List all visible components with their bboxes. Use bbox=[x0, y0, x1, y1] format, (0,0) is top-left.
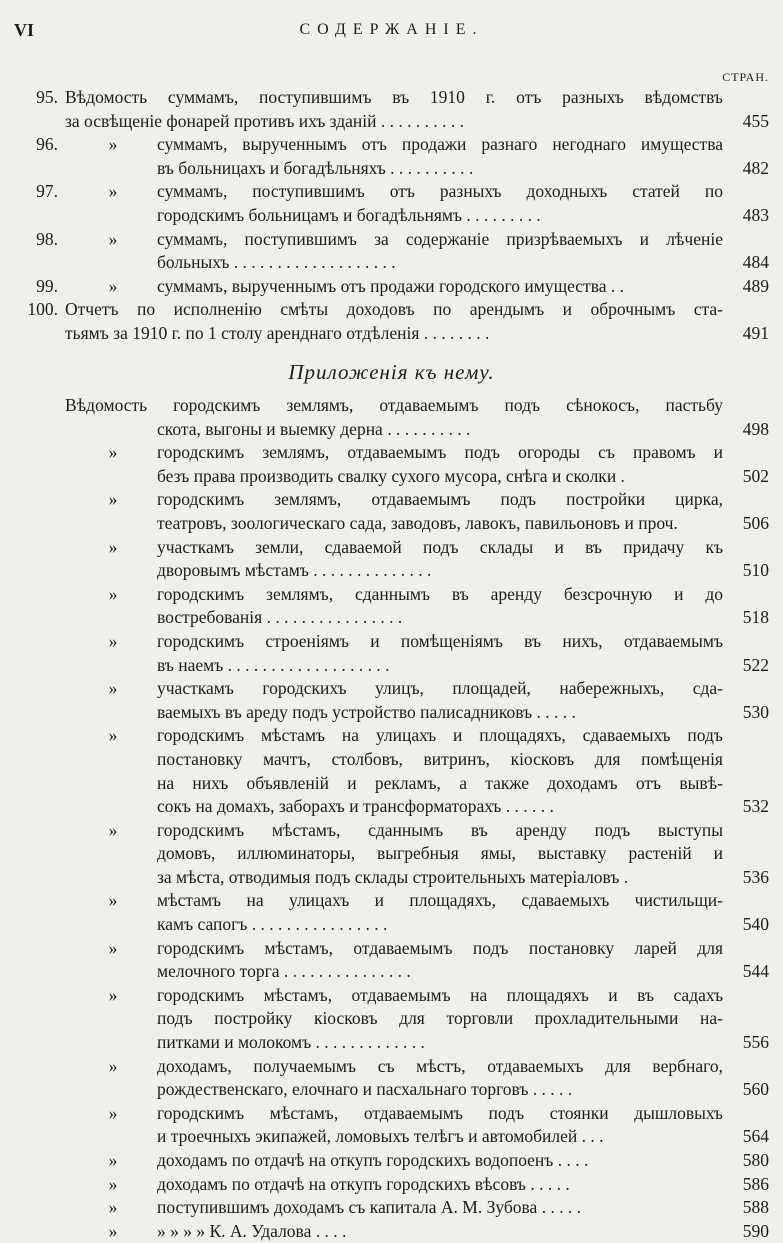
page-ref: 506 bbox=[742, 512, 769, 533]
entry-text: сокъ на домахъ, заборахъ и трансформаторахъ . . . . . . bbox=[157, 796, 554, 817]
ditto-mark: » bbox=[108, 1197, 118, 1218]
entry-text: театровъ, зоологическаго сада, заводовъ, лавокъ, павильоновъ и проч. bbox=[157, 512, 678, 533]
entry-line bbox=[0, 110, 783, 134]
appendix-line bbox=[0, 984, 783, 1008]
appendix-line bbox=[0, 937, 783, 961]
appendix-line bbox=[0, 960, 783, 984]
entry-number: 95. bbox=[36, 87, 58, 107]
ditto-mark: » bbox=[108, 1055, 118, 1076]
entry-line bbox=[0, 86, 783, 110]
entry-text: мелочного торга . . . . . . . . . . . . . . . bbox=[157, 961, 411, 982]
appendix-line bbox=[0, 913, 783, 937]
entry-text: городскимъ мѣстамъ, отдаваемымъ подъ стоянки дышловыхъ bbox=[157, 1102, 723, 1123]
ditto-mark: » bbox=[108, 583, 118, 604]
entry-text: » » » » К. А. Удалова . . . . bbox=[157, 1220, 347, 1241]
appendix-line bbox=[0, 724, 783, 748]
section-title: Приложенiя къ нему. bbox=[288, 360, 495, 384]
entry-text: камъ сапогъ . . . . . . . . . . . . . . . . bbox=[157, 914, 388, 935]
entry-line bbox=[0, 180, 783, 204]
appendix-line bbox=[0, 866, 783, 890]
ditto-mark: » bbox=[108, 890, 118, 911]
entry-line bbox=[0, 275, 783, 299]
appendix-line bbox=[0, 1078, 783, 1102]
page-ref: 544 bbox=[742, 961, 769, 982]
entry-text: рождественскаго, елочнаго и пасхальнаго торговъ . . . . . bbox=[157, 1079, 573, 1100]
entry-text: за освѣщенiе фонарей противъ ихъ зданiй . . . . . . . . . . bbox=[65, 110, 464, 131]
page-title: СОДЕРЖАНIЕ. bbox=[299, 21, 484, 38]
appendix-line bbox=[0, 1125, 783, 1149]
entry-text: мѣстамъ на улицахъ и площадяхъ, сдаваемыхъ чистильщи- bbox=[157, 890, 723, 911]
entry-text: суммамъ, поступившимъ за содержанiе призрѣваемыхъ и лѣченiе bbox=[157, 228, 723, 249]
appendix-line bbox=[0, 701, 783, 725]
page-ref: 498 bbox=[742, 418, 769, 439]
entry-text: больныхъ . . . . . . . . . . . . . . . . . . . bbox=[157, 252, 396, 273]
entry-text: въ наемъ . . . . . . . . . . . . . . . . . . . bbox=[157, 654, 390, 675]
entry-text: подъ постройку кiосковъ для торговли прохладительными на- bbox=[157, 1008, 723, 1029]
entry-text: въ больницахъ и богадѣльняхъ . . . . . . . . . . bbox=[157, 157, 474, 178]
ditto-mark: » bbox=[108, 1150, 118, 1170]
appendix-line bbox=[0, 677, 783, 701]
appendix-line bbox=[0, 795, 783, 819]
entry-text: суммамъ, поступившимъ отъ разныхъ доходныхъ статей по bbox=[157, 181, 723, 202]
entry-text: городскимъ землямъ, отдаваемымъ подъ постройки цирка, bbox=[157, 489, 723, 510]
entry-number: 98. bbox=[36, 228, 58, 249]
appendix-line bbox=[0, 559, 783, 583]
page-ref: 522 bbox=[742, 654, 769, 675]
entry-text: городскимъ мѣстамъ, отдаваемымъ подъ постановку ларей для bbox=[157, 937, 723, 958]
page-ref: 502 bbox=[742, 465, 769, 486]
appendix-line bbox=[0, 1102, 783, 1126]
entry-text: Отчетъ по исполненiю смѣты доходовъ по арендымъ и оброчнымъ ста- bbox=[65, 299, 723, 320]
ditto-mark: » bbox=[108, 984, 118, 1005]
page-ref: 586 bbox=[742, 1173, 769, 1194]
page-column-label: СТРАН. bbox=[722, 70, 769, 84]
page-header bbox=[0, 20, 783, 44]
entry-text: участкамъ земли, сдаваемой подъ склады и въ придачу къ bbox=[157, 536, 723, 557]
appendix-line bbox=[0, 889, 783, 913]
entry-line bbox=[0, 133, 783, 157]
entry-line bbox=[0, 298, 783, 322]
page-ref: 540 bbox=[742, 914, 769, 935]
ditto-mark: » bbox=[108, 228, 118, 249]
entry-line bbox=[0, 204, 783, 228]
entry-text: Вѣдомость городскимъ землямъ, отдаваемымъ подъ сѣнокосъ, пастьбу bbox=[65, 395, 723, 415]
appendix-line bbox=[0, 1149, 783, 1173]
ditto-mark: » bbox=[108, 630, 118, 651]
page-ref: 532 bbox=[742, 796, 769, 817]
ditto-mark: » bbox=[108, 1102, 118, 1123]
page-ref: 484 bbox=[742, 252, 769, 273]
page-ref: 556 bbox=[742, 1032, 769, 1053]
entry-text: за мѣста, отводимыя подъ склады строительныхъ матерiаловъ . bbox=[157, 866, 629, 887]
entry-line bbox=[0, 251, 783, 275]
appendix-line bbox=[0, 512, 783, 536]
entry-text: городскимъ мѣстамъ на улицахъ и площадяхъ, сдаваемыхъ подъ bbox=[157, 725, 723, 746]
appendix-line bbox=[0, 1007, 783, 1031]
entry-text: поступившимъ доходамъ съ капитала А. М. Зубова . . . . . bbox=[157, 1197, 582, 1218]
appendix-line bbox=[0, 654, 783, 678]
appendix-line bbox=[0, 819, 783, 843]
entries-list bbox=[0, 86, 783, 346]
appendix-line bbox=[0, 1220, 783, 1243]
entry-number: 99. bbox=[36, 275, 58, 296]
appendix-list bbox=[0, 394, 783, 1243]
page-ref: 518 bbox=[742, 607, 769, 628]
ditto-mark: » bbox=[108, 937, 118, 958]
appendix-line bbox=[0, 842, 783, 866]
ditto-mark: » bbox=[108, 678, 118, 699]
entry-text: скота, выгоны и выемку дерна . . . . . . . . . . bbox=[157, 418, 471, 439]
appendix-line bbox=[0, 772, 783, 796]
entry-text: городскимъ строенiямъ и помѣщенiямъ въ нихъ, отдаваемымъ bbox=[157, 630, 723, 651]
entry-text: суммамъ, вырученнымъ отъ продажи разнаго негоднаго имущества bbox=[157, 134, 723, 155]
entry-text: тьямъ за 1910 г. по 1 столу аренднаго отдѣленiя . . . . . . . . bbox=[65, 322, 490, 343]
entry-text: городскимъ мѣстамъ, отдаваемымъ на площадяхъ и въ садахъ bbox=[157, 984, 723, 1005]
page-ref: 483 bbox=[742, 204, 769, 225]
entry-text: востребованiя . . . . . . . . . . . . . . . . bbox=[157, 607, 403, 628]
entry-text: доходамъ по отдачѣ на откупъ городскихъ вѣсовъ . . . . . bbox=[157, 1173, 570, 1194]
appendix-line bbox=[0, 606, 783, 630]
entry-text: суммамъ, вырученнымъ отъ продажи городского имущества . . bbox=[157, 275, 624, 296]
entry-text: доходамъ по отдачѣ на откупъ городскихъ водопоенъ . . . . bbox=[157, 1150, 589, 1170]
appendix-line bbox=[0, 1196, 783, 1220]
page-ref: 482 bbox=[742, 157, 769, 178]
page-ref: 489 bbox=[742, 275, 769, 296]
page-ref: 491 bbox=[742, 322, 769, 343]
entry-text: Вѣдомость суммамъ, поступившимъ въ 1910 г. отъ разныхъ вѣдомствъ bbox=[65, 87, 723, 107]
entry-line bbox=[0, 322, 783, 346]
page-ref: 536 bbox=[742, 866, 769, 887]
ditto-mark: » bbox=[108, 819, 118, 840]
entry-text: участкамъ городскихъ улицъ, площадей, набережныхъ, сда- bbox=[157, 678, 723, 699]
entry-text: питками и молокомъ . . . . . . . . . . . . . bbox=[157, 1032, 425, 1053]
entry-number: 100. bbox=[27, 299, 58, 320]
page-ref: 560 bbox=[742, 1079, 769, 1100]
page-ref: 455 bbox=[742, 110, 769, 131]
appendix-line bbox=[0, 1031, 783, 1055]
appendix-line bbox=[0, 536, 783, 560]
entry-number: 97. bbox=[36, 181, 58, 202]
entry-text: городскимъ землямъ, сданнымъ въ аренду безсрочную и до bbox=[157, 583, 723, 604]
ditto-mark: » bbox=[108, 725, 118, 746]
appendix-line bbox=[0, 394, 783, 418]
ditto-mark: » bbox=[108, 134, 118, 155]
entry-text: безъ права производить свалку сухого мусора, снѣга и сколки . bbox=[157, 465, 625, 486]
entry-text: ваемыхъ въ ареду подъ устройство палисадниковъ . . . . . bbox=[157, 701, 576, 722]
entry-line bbox=[0, 157, 783, 181]
appendix-line bbox=[0, 1055, 783, 1079]
ditto-mark: » bbox=[108, 275, 118, 296]
page-number: VI bbox=[14, 20, 35, 40]
entry-text: доходамъ, получаемымъ съ мѣстъ, отдаваемыхъ для вербнаго, bbox=[157, 1055, 723, 1076]
page-ref: 510 bbox=[742, 560, 769, 581]
entry-text: городскимъ мѣстамъ, сданнымъ въ аренду подъ выступы bbox=[157, 819, 723, 840]
entry-text: постановку мачтъ, столбовъ, витринъ, кiосковъ для помѣщенiя bbox=[157, 748, 723, 769]
ditto-mark: » bbox=[108, 442, 118, 463]
entry-text: городскимъ землямъ, отдаваемымъ подъ огороды съ правомъ и bbox=[157, 442, 723, 463]
appendix-line bbox=[0, 488, 783, 512]
appendix-line bbox=[0, 441, 783, 465]
entry-text: домовъ, иллюминаторы, выгребныя ямы, выставку растенiй и bbox=[157, 843, 723, 864]
entry-line bbox=[0, 228, 783, 252]
entry-number: 96. bbox=[36, 134, 58, 155]
ditto-mark: » bbox=[108, 489, 118, 510]
appendix-line bbox=[0, 748, 783, 772]
appendix-line bbox=[0, 418, 783, 442]
entry-text: городскимъ больницамъ и богадѣльнямъ . . . . . . . . . bbox=[157, 204, 541, 225]
page-ref: 564 bbox=[742, 1126, 769, 1147]
appendix-line bbox=[0, 1173, 783, 1197]
page-ref: 580 bbox=[742, 1150, 769, 1170]
ditto-mark: » bbox=[108, 1173, 118, 1194]
ditto-mark: » bbox=[108, 536, 118, 557]
entry-text: и троечныхъ экипажей, ломовыхъ телѣгъ и автомобилей . . . bbox=[157, 1126, 604, 1147]
page-ref: 588 bbox=[742, 1197, 769, 1218]
appendix-line bbox=[0, 630, 783, 654]
entry-text: дворовымъ мѣстамъ . . . . . . . . . . . . . . bbox=[157, 560, 432, 581]
appendix-line bbox=[0, 465, 783, 489]
ditto-mark: » bbox=[108, 1220, 118, 1241]
entry-text: на нихъ объявленiй и рекламъ, а также доходамъ отъ вывѣ- bbox=[157, 772, 723, 793]
page-ref: 530 bbox=[742, 701, 769, 722]
appendix-line bbox=[0, 583, 783, 607]
page-ref: 590 bbox=[742, 1220, 769, 1241]
ditto-mark: » bbox=[108, 181, 118, 202]
